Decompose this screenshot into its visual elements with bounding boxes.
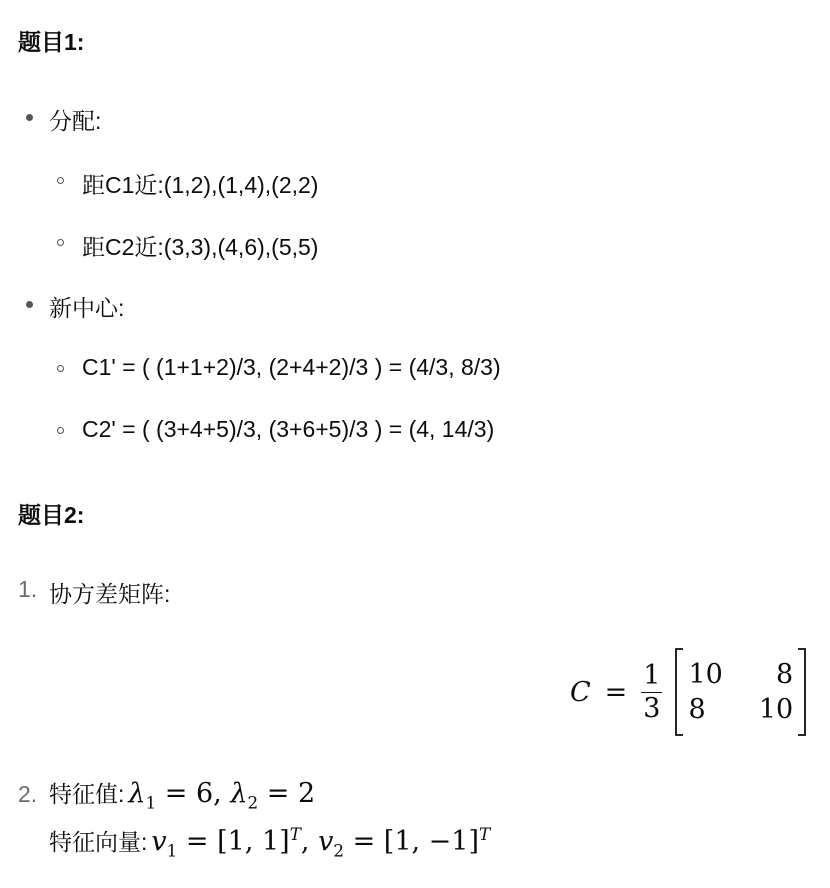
bullet-dot xyxy=(26,114,33,121)
eigenvalue-line: 特征值: $\lambda_1 = 6$, $\lambda_2 = 2$ xyxy=(49,778,316,813)
item-2-number: 2. xyxy=(18,781,38,807)
hollow-bullet xyxy=(57,365,64,372)
c2-new-line: C2' = ( (3+4+5)/3, (3+6+5)/3 ) = (4, 14/3) xyxy=(82,416,495,442)
problem-1-title: 题目1: xyxy=(18,29,85,55)
hollow-bullet xyxy=(57,177,64,184)
matrix-lhs: C xyxy=(570,676,591,708)
c1-new-line: C1' = ( (1+1+2)/3, (2+4+2)/3 ) = (4/3, 8/3) xyxy=(82,354,501,380)
bullet-dot xyxy=(26,301,33,308)
c2-near-line: 距C2近:(3,3),(4,6),(5,5) xyxy=(82,234,319,260)
covariance-equation: C = $\frac{1}{3}$ 10 8 8 10 xyxy=(570,647,807,737)
right-bracket xyxy=(797,647,807,737)
eigenvector-line: 特征向量: $v_1 = [1$, 1]$^T$, $v_2 = [1$, −1]$^T$ xyxy=(49,824,491,861)
fraction: $\frac{1}{3}$ xyxy=(643,660,661,724)
problem-2-title: 题目2: xyxy=(18,502,85,528)
matrix-body: 10 8 8 10 xyxy=(688,658,794,725)
new-center-label: 新中心: xyxy=(49,295,125,321)
hollow-bullet xyxy=(57,427,64,434)
hollow-bullet xyxy=(57,239,64,246)
item-1-number: 1. xyxy=(18,576,38,602)
left-bracket xyxy=(674,647,684,737)
covariance-label: 协方差矩阵: xyxy=(49,581,171,607)
c1-near-line: 距C1近:(1,2),(1,4),(2,2) xyxy=(82,172,319,198)
assign-label: 分配: xyxy=(49,108,102,134)
